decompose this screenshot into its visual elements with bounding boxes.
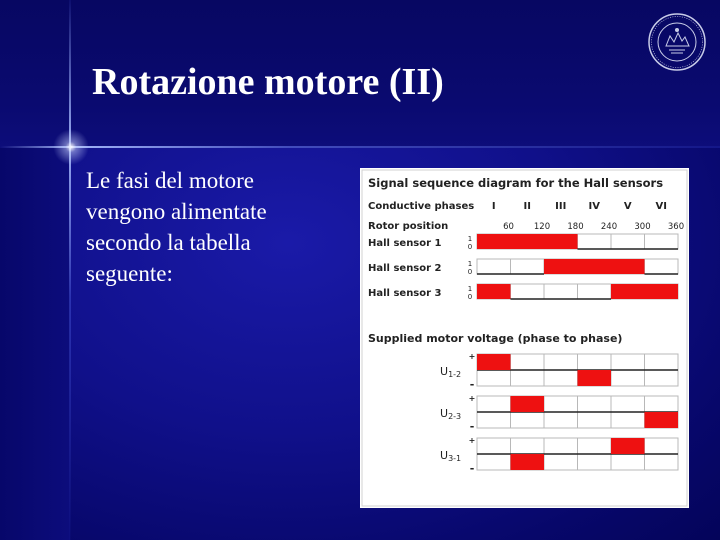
voltage-subscript: 3-1 xyxy=(448,454,462,463)
angle-label: 180 xyxy=(567,222,584,232)
sensor-high-segment xyxy=(645,284,679,299)
phase-label: V xyxy=(623,201,632,212)
rotor-position-label: Rotor position xyxy=(368,221,449,232)
voltage-positive-segment xyxy=(477,354,511,370)
sensor-label: Hall sensor 1 xyxy=(368,238,442,249)
horizontal-accent-line xyxy=(0,146,720,148)
accent-glow xyxy=(50,126,92,168)
angle-label: 240 xyxy=(600,222,618,232)
angle-label: 300 xyxy=(634,222,651,232)
voltage-positive-segment xyxy=(511,396,545,412)
voltage-label: U3-1 xyxy=(440,449,462,463)
sensor-high-segment xyxy=(477,234,511,249)
voltage-label: U1-2 xyxy=(440,365,462,379)
angle-label: 60 xyxy=(503,222,514,232)
university-seal-logo xyxy=(647,12,707,72)
phase-label: III xyxy=(555,201,567,212)
sensor-high-segment xyxy=(578,259,612,274)
hall-sensor-diagram xyxy=(360,168,689,508)
low-level-label: 0 xyxy=(467,268,473,276)
sensor-label: Hall sensor 3 xyxy=(368,288,442,299)
plus-label: + xyxy=(468,394,476,403)
voltage-title: Supplied motor voltage (phase to phase) xyxy=(368,332,623,345)
high-level-label: 1 xyxy=(467,235,473,243)
sensor-high-segment xyxy=(544,234,578,249)
body-text xyxy=(86,165,356,289)
plus-label: + xyxy=(468,352,476,361)
minus-label: - xyxy=(469,378,475,391)
sensor-high-segment xyxy=(511,234,545,249)
conductive-phases-label: Conductive phases xyxy=(368,201,475,212)
voltage-subscript: 2-3 xyxy=(448,412,462,421)
sensor-high-segment xyxy=(611,284,645,299)
body-line: vengono alimentate xyxy=(86,199,267,224)
vertical-accent-line xyxy=(69,0,71,540)
voltage-negative-segment xyxy=(645,412,679,428)
sensor-high-segment xyxy=(544,259,578,274)
low-level-label: 0 xyxy=(467,293,473,301)
phase-label: IV xyxy=(588,201,600,212)
left-band xyxy=(0,148,70,540)
body-line: secondo la tabella xyxy=(86,230,251,255)
sensor-label: Hall sensor 2 xyxy=(368,263,442,274)
voltage-subscript: 1-2 xyxy=(448,370,462,379)
slide-title: Rotazione motore (II) xyxy=(92,61,444,103)
voltage-negative-segment xyxy=(578,370,612,386)
minus-label: - xyxy=(469,420,475,433)
sensor-high-segment xyxy=(477,284,511,299)
high-level-label: 1 xyxy=(467,285,473,293)
minus-label: - xyxy=(469,462,475,475)
phase-label: I xyxy=(491,201,496,212)
body-line: Le fasi del motore xyxy=(86,168,254,193)
voltage-positive-segment xyxy=(611,438,645,454)
phase-label: VI xyxy=(655,201,667,212)
angle-label: 120 xyxy=(533,222,551,232)
diagram-title: Signal sequence diagram for the Hall sensors xyxy=(368,176,664,190)
high-level-label: 1 xyxy=(467,260,473,268)
voltage-label: U2-3 xyxy=(440,407,462,421)
plus-label: + xyxy=(468,436,476,445)
angle-label: 360 xyxy=(667,222,685,232)
sensor-high-segment xyxy=(611,259,645,274)
body-line: seguente: xyxy=(86,261,173,286)
voltage-negative-segment xyxy=(511,454,545,470)
low-level-label: 0 xyxy=(467,243,473,251)
phase-label: II xyxy=(523,201,531,212)
